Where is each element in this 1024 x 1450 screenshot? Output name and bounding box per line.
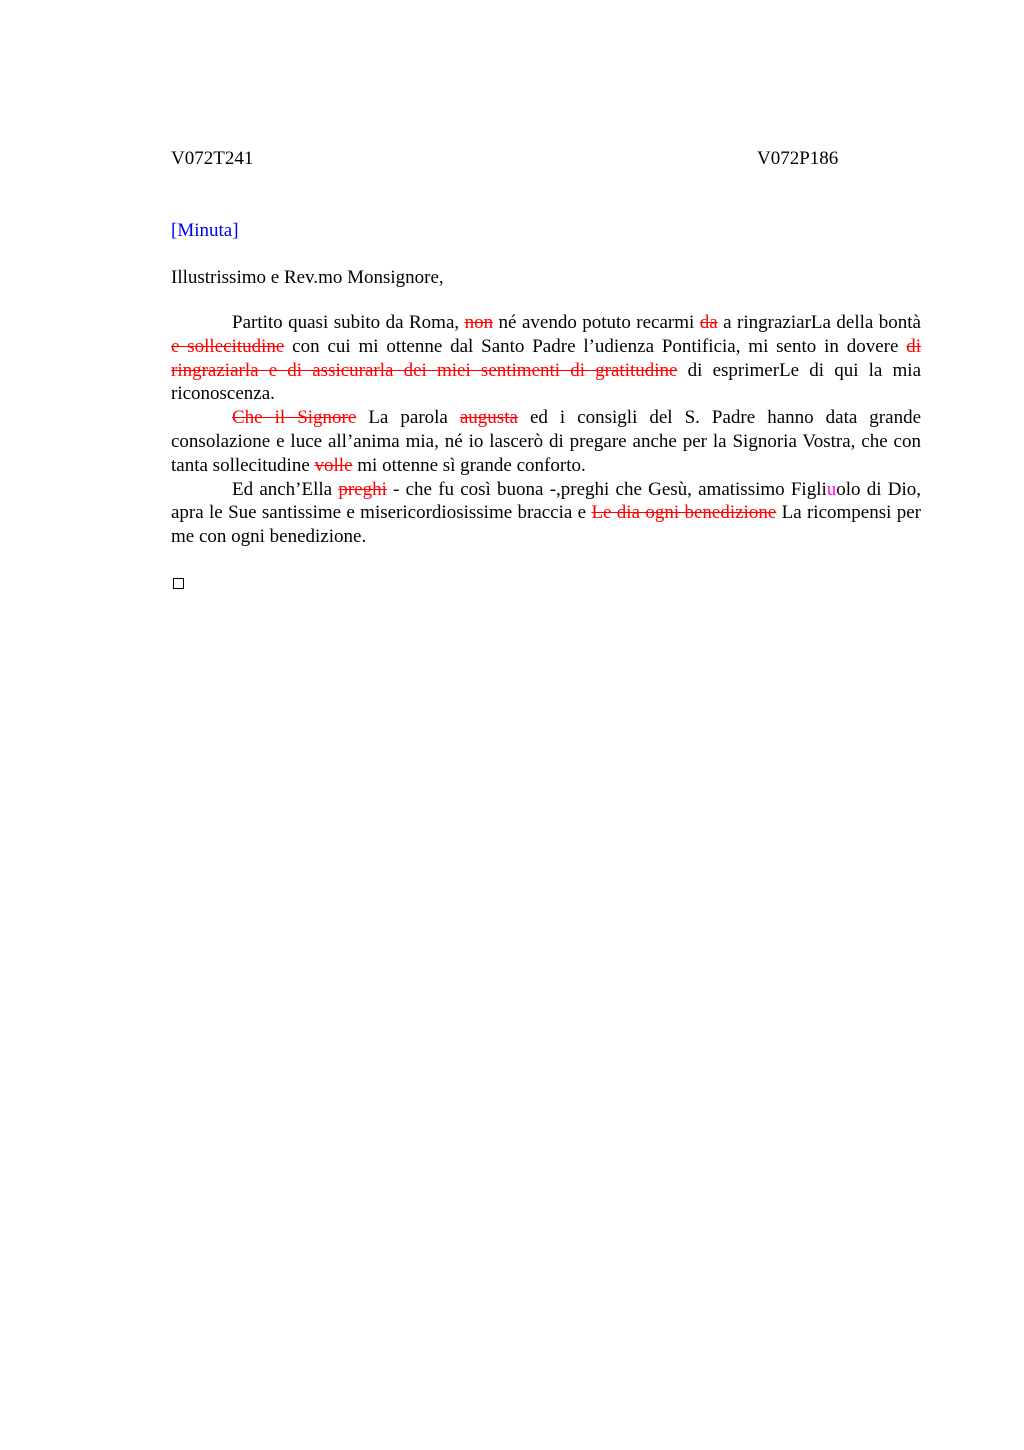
text-segment: - che fu così buona -,preghi che Gesù, amatissimo Figli [386, 478, 827, 500]
text-segment: Partito quasi subito da Roma, [232, 312, 465, 333]
text-segment: mi ottenne sì grande conforto. [352, 454, 586, 476]
square-icon [173, 578, 184, 589]
paragraph-2 [171, 406, 921, 477]
salutation: Illustrissimo e Rev.mo Monsignore, [171, 267, 444, 288]
deleted-text: preghi [338, 478, 387, 500]
text-segment: di esprimerLe di qui la mia riconoscenza. [171, 359, 922, 405]
text-segment: ed i consigli del S. Padre hanno data grande consolazione e luce all’anima mia, né io lascerò di pregare anche per la Signoria Vostra, che con tanta sollecitudine [171, 407, 921, 476]
text-segment: Ed anch’Ella [232, 478, 339, 500]
text-segment: con cui mi ottenne dal Santo Padre l’udienza Pontificia, mi sento in dovere [284, 335, 907, 357]
text-segment: La ricompensi per me con ogni benedizione. [171, 502, 921, 548]
paragraph-3 [171, 478, 921, 549]
text-segment: né avendo potuto recarmi [493, 312, 700, 333]
deleted-text: volle [314, 454, 353, 476]
paragraph-1 [171, 311, 921, 406]
document-code-left: V072T241 [171, 148, 254, 169]
letter-body [171, 311, 921, 549]
text-segment: a ringraziarLa della bontà [717, 312, 921, 333]
deleted-text: di ringraziarla e di assicurarla dei miei sentimenti di gratitudine [171, 335, 921, 381]
document-page [171, 145, 922, 548]
document-header [171, 145, 921, 173]
deleted-text: Le dia ogni benedizione [591, 502, 777, 524]
deleted-text: Che il Signore [232, 407, 357, 429]
deleted-text: e sollecitudine [171, 335, 285, 357]
deleted-text: da [699, 312, 718, 333]
inserted-text: u [826, 478, 837, 500]
deleted-text: augusta [459, 407, 518, 429]
deleted-text: non [464, 312, 494, 333]
document-code-right: V072P186 [757, 148, 839, 169]
minuta-label: [Minuta] [171, 220, 239, 241]
text-segment: La parola [356, 407, 460, 429]
text-segment: olo di Dio, apra le Sue santissime e misericordiosissime braccia e [171, 478, 921, 524]
